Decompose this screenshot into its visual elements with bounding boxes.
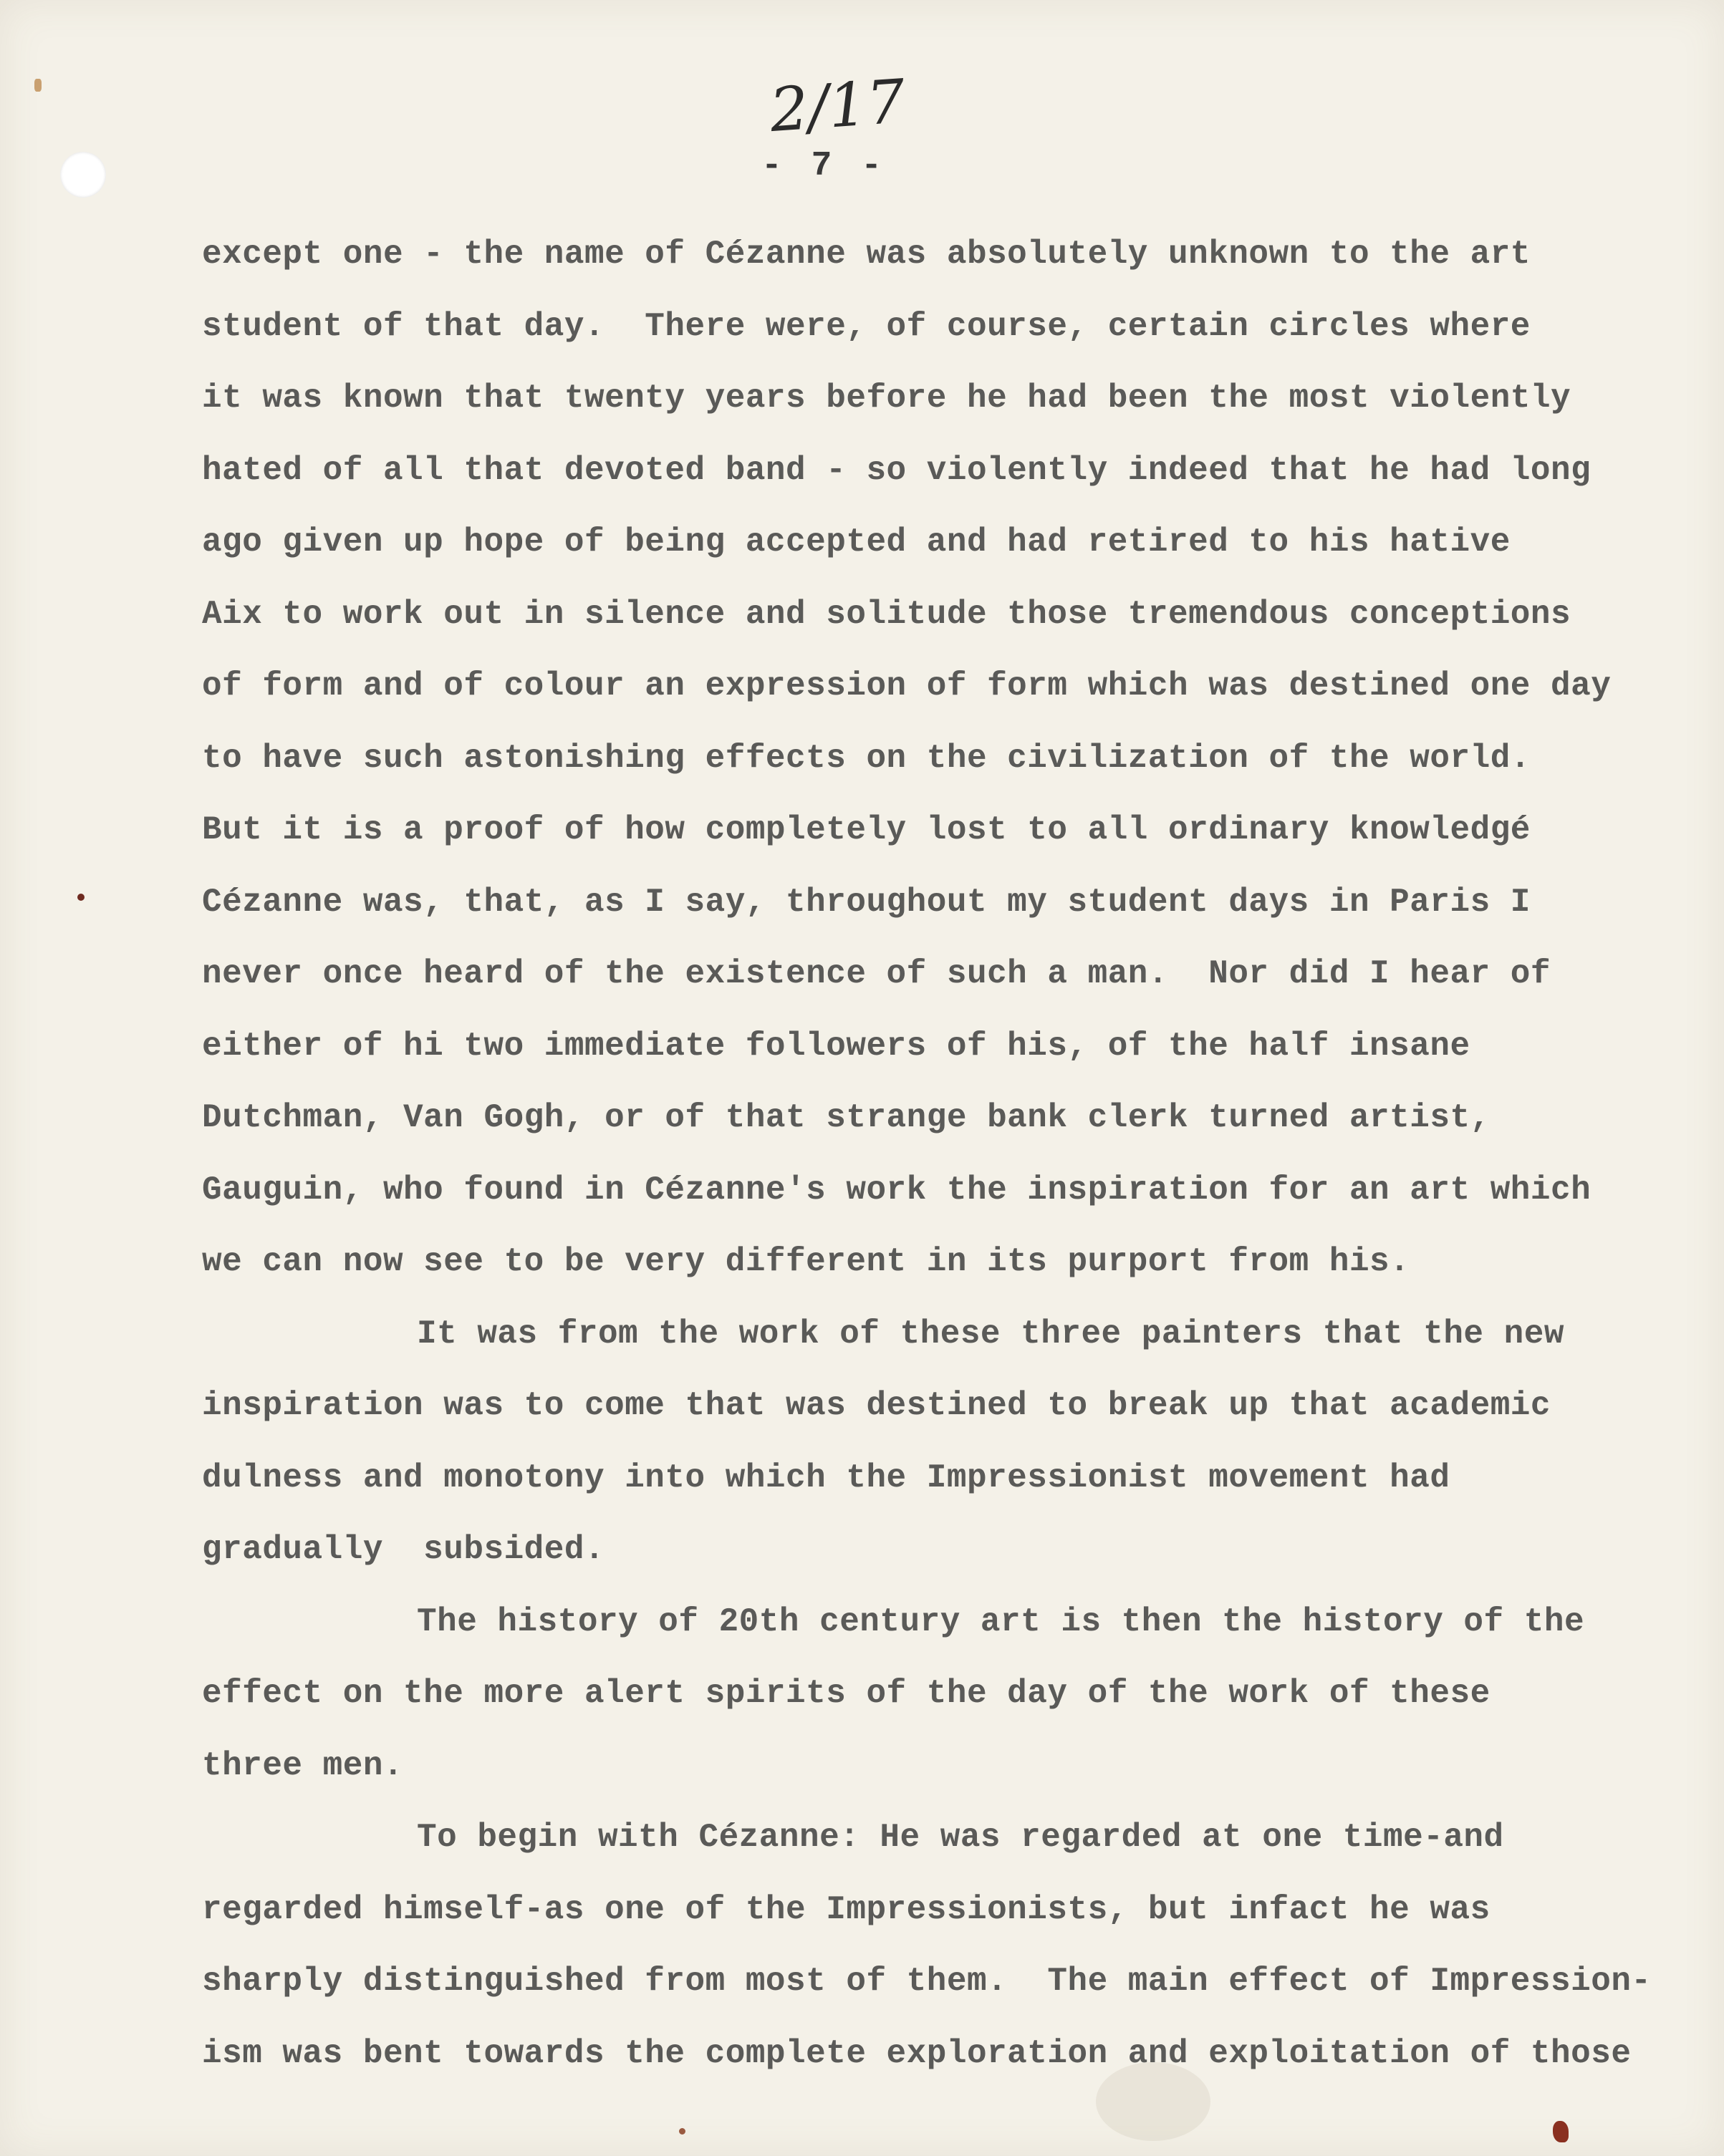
- text-line: Dutchman, Van Gogh, or of that strange bank clerk turned artist,: [202, 1099, 1491, 1136]
- text-line: effect on the more alert spirits of the day of the work of these: [202, 1675, 1491, 1712]
- paragraph-first-line: To begin with Cézanne: He was regarded at one time-and: [417, 1819, 1504, 1856]
- text-line: dulness and monotony into which the Impressionist movement had: [202, 1459, 1450, 1497]
- text-line: to have such astonishing effects on the civilization of the world.: [202, 739, 1531, 777]
- text-line: regarded himself-as one of the Impressionists, but infact he was: [202, 1890, 1491, 1928]
- text-line: either of hi two immediate followers of his, of the half insane: [202, 1027, 1470, 1065]
- ink-spot: [77, 894, 85, 901]
- text-line: hated of all that devoted band - so violently indeed that he had long: [202, 451, 1591, 489]
- text-line: student of that day. There were, of course, certain circles where: [202, 307, 1531, 345]
- text-line: sharply distinguished from most of them. The main effect of Impression-: [202, 1963, 1652, 2000]
- text-line: ago given up hope of being accepted and had retired to his hative: [202, 523, 1511, 561]
- text-line: of form and of colour an expression of form which was destined one day: [202, 667, 1612, 705]
- punch-hole: [60, 152, 106, 198]
- paragraph-first-line: The history of 20th century art is then the history of the: [417, 1603, 1585, 1640]
- text-line: gradually subsided.: [202, 1531, 605, 1568]
- text-line: inspiration was to come that was destined to break up that academic: [202, 1387, 1551, 1424]
- text-line: But it is a proof of how completely lost to all ordinary knowledgé: [202, 811, 1531, 849]
- ink-spot: [679, 2128, 685, 2135]
- text-line: Cézanne was, that, as I say, throughout my student days in Paris I: [202, 883, 1531, 921]
- page-number: - 7 -: [761, 147, 887, 185]
- handwritten-folio: 2/17: [767, 66, 907, 146]
- text-line: Aix to work out in silence and solitude those tremendous conceptions: [202, 595, 1571, 633]
- text-line: except one - the name of Cézanne was absolutely unknown to the art: [202, 236, 1531, 273]
- stain: [34, 79, 42, 92]
- text-line: Gauguin, who found in Cézanne's work the inspiration for an art which: [202, 1171, 1591, 1209]
- text-line: it was known that twenty years before he had been the most violently: [202, 380, 1571, 417]
- text-line: ism was bent towards the complete exploration and exploitation of those: [202, 2034, 1632, 2072]
- text-line: three men.: [202, 1746, 404, 1784]
- text-line: we can now see to be very different in its purport from his.: [202, 1243, 1410, 1280]
- text-line: never once heard of the existence of such a man. Nor did I hear of: [202, 955, 1551, 992]
- paragraph-first-line: It was from the work of these three painters that the new: [417, 1315, 1564, 1353]
- ink-spot: [1553, 2121, 1569, 2142]
- typed-body-text: [202, 218, 1706, 2089]
